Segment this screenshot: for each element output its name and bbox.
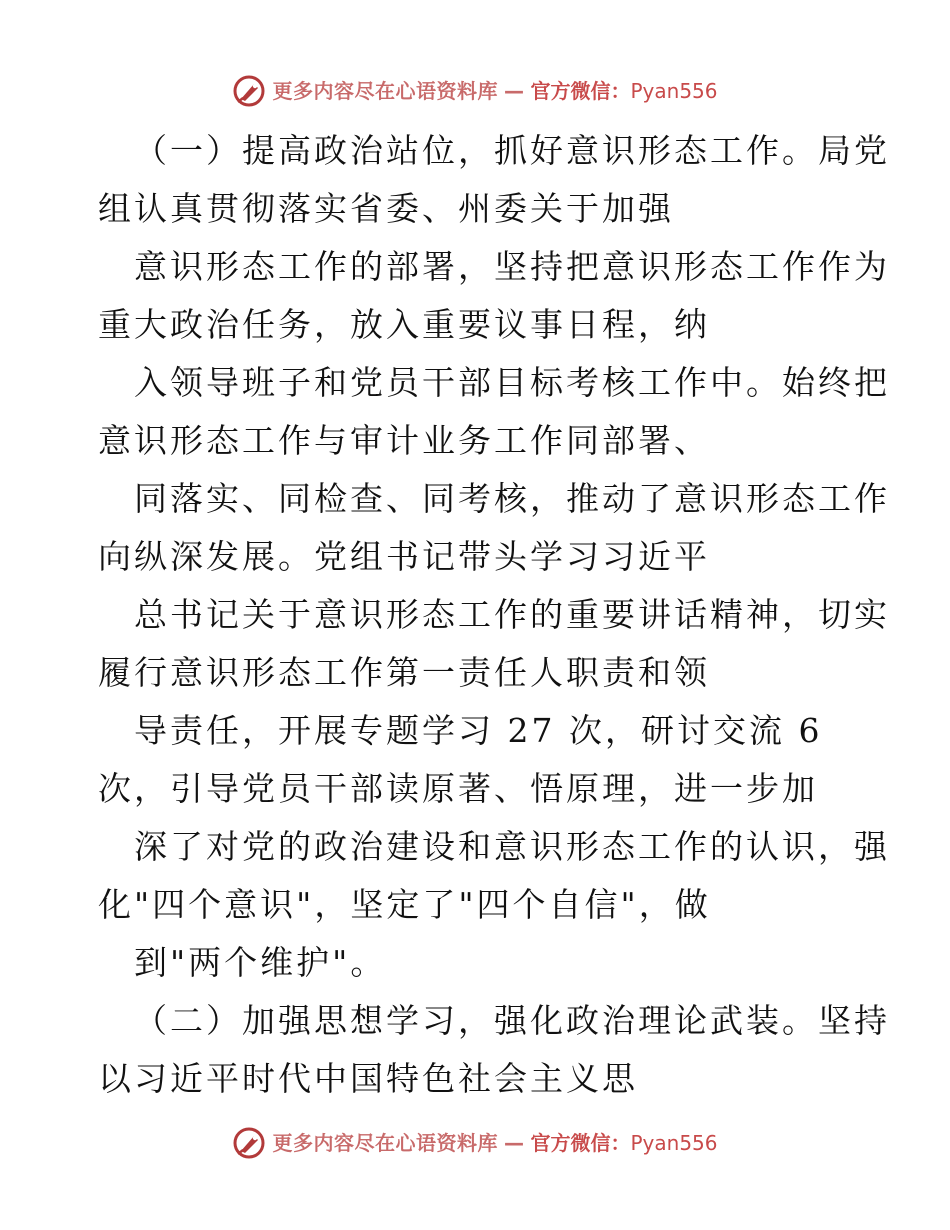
text-line: 深了对党的政治建设和意识形态工作的认识，强 — [134, 827, 890, 866]
footer-brand: 更多内容尽在心语资料库 — [272, 1131, 498, 1155]
text-line: 以习近平时代中国特色社会主义思 — [98, 1059, 638, 1098]
text-line: 意识形态工作的部署，坚持把意识形态工作作为 — [134, 247, 890, 286]
footer-wechat — [530, 1129, 717, 1157]
header-separator: — — [503, 79, 525, 103]
page-header — [0, 74, 950, 108]
text-line: 化"四个意识"，坚定了"四个自信"，做 — [98, 885, 711, 924]
footer-separator: — — [503, 1131, 525, 1155]
text-line: 向纵深发展。党组书记带头学习习近平 — [98, 537, 710, 576]
pen-nib-logo-icon — [232, 74, 266, 108]
footer-wechat-label: 官方微信： — [530, 1131, 631, 1155]
text-line: （二）加强思想学习，强化政治理论武装。坚持 — [134, 1001, 890, 1040]
text-line: 重大政治任务，放入重要议事日程，纳 — [98, 305, 710, 344]
text-line: 导责任，开展专题学习 27 次，研讨交流 6 — [134, 711, 823, 750]
page-footer — [0, 1126, 950, 1160]
text-line: 组认真贯彻落实省委、州委关于加强 — [98, 189, 674, 228]
header-wechat — [530, 77, 717, 105]
header-brand: 更多内容尽在心语资料库 — [272, 79, 498, 103]
text-line: 同落实、同检查、同考核，推动了意识形态工作 — [134, 479, 890, 518]
text-line: 履行意识形态工作第一责任人职责和领 — [98, 653, 710, 692]
footer-wechat-id: Pyan556 — [630, 1131, 718, 1155]
text-line: （一）提高政治站位，抓好意识形态工作。局党 — [134, 131, 890, 170]
document-body — [98, 122, 890, 1108]
header-wechat-label: 官方微信： — [530, 79, 631, 103]
text-line: 到"两个维护"。 — [134, 943, 387, 982]
text-line: 次，引导党员干部读原著、悟原理，进一步加 — [98, 769, 818, 808]
pen-nib-logo-icon — [232, 1126, 266, 1160]
text-line: 意识形态工作与审计业务工作同部署、 — [98, 421, 710, 460]
text-line: 总书记关于意识形态工作的重要讲话精神，切实 — [134, 595, 890, 634]
header-wechat-id: Pyan556 — [630, 79, 718, 103]
text-line: 入领导班子和党员干部目标考核工作中。始终把 — [134, 363, 890, 402]
